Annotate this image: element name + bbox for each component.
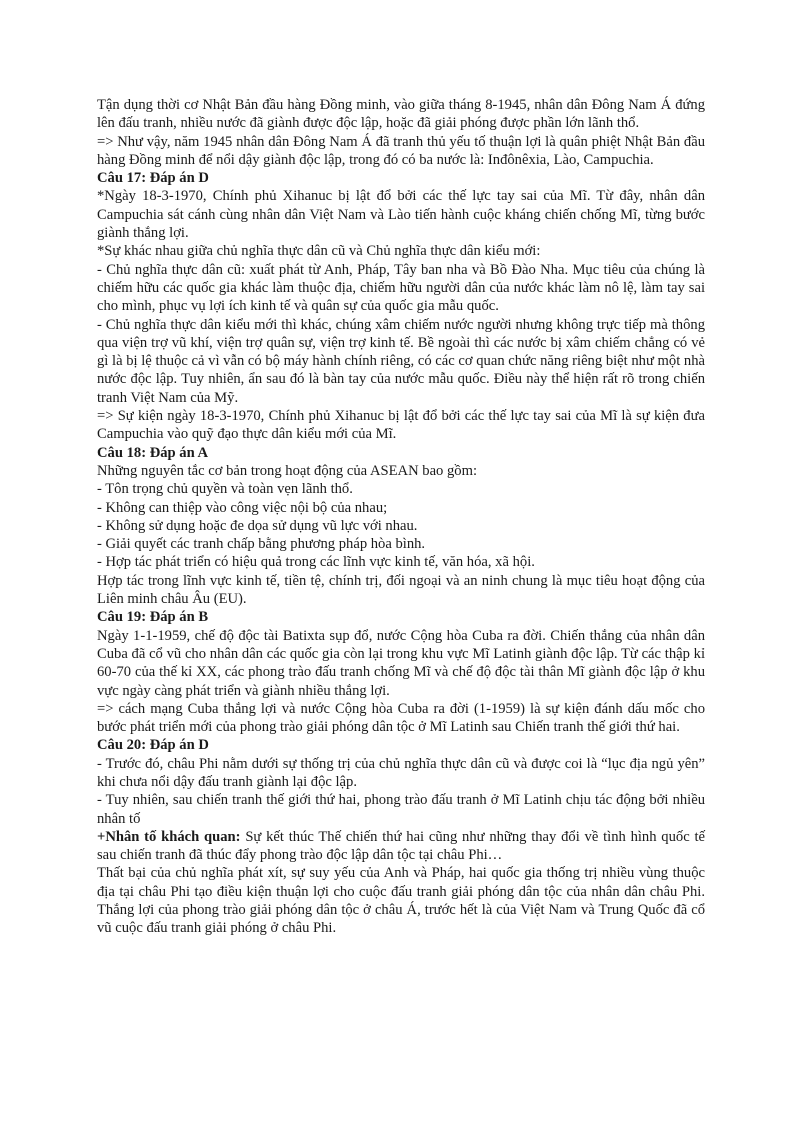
paragraph (97, 828, 705, 865)
paragraph: Những nguyên tắc cơ bản trong hoạt động của ASEAN bao gồm: (97, 462, 477, 479)
paragraph: - Tuy nhiên, sau chiến tranh thế giới thứ hai, phong trào đấu tranh ở Mĩ Latinh chịu tác động bởi nhiều nhân tố (97, 792, 705, 827)
list-item: - Không sử dụng hoặc đe dọa sử dụng vũ lực với nhau. (97, 517, 418, 534)
question-18-heading: Câu 18: Đáp án A (97, 444, 209, 461)
paragraph: - Trước đó, châu Phi nằm dưới sự thống trị của chủ nghĩa thực dân cũ và được coi là “lục địa ngủ yên” khi chưa nổi dậy đấu tranh giành lại độc lập. (97, 755, 705, 790)
question-19-heading: Câu 19: Đáp án B (97, 609, 209, 626)
paragraph: *Sự khác nhau giữa chủ nghĩa thực dân cũ và Chủ nghĩa thực dân kiểu mới: (97, 243, 541, 260)
paragraph: => Sự kiện ngày 18-3-1970, Chính phủ Xihanuc bị lật đổ bởi các thế lực tay sai của Mĩ là sự kiện đưa Campuchia vào quỹ đạo thực dân kiểu mới của Mĩ. (97, 408, 705, 443)
paragraph: Ngày 1-1-1959, chế độ độc tài Batixta sụp đổ, nước Cộng hòa Cuba ra đời. Chiến thắng của nhân dân Cuba đã cổ vũ cho nhân dân các quốc gia còn lại trong khu vực Mĩ Latinh giành độc lập. Từ các thập kỉ 60-70 của thế kỉ XX, các phong trào đấu tranh chống Mĩ và chế độ độc tài thân Mĩ giành độc lập ở khu vực ngày càng phát triển và giành nhiều thắng lợi. (97, 627, 705, 699)
paragraph: Tận dụng thời cơ Nhật Bản đầu hàng Đồng minh, vào giữa tháng 8-1945, nhân dân Đông Nam Á đứng lên đấu tranh, nhiều nước đã giành được độc lập, hoặc đã giải phóng được phần lớn lãnh thổ. (97, 97, 705, 132)
paragraph: => Như vậy, năm 1945 nhân dân Đông Nam Á đã tranh thủ yếu tố thuận lợi là quân phiệt Nhật Bản đầu hàng Đồng minh để nổi dậy giành độc lập, trong đó có ba nước là: Inđônêxia, Lào, Campuchia. (97, 133, 705, 168)
paragraph-text: Sự kết thúc Thế chiến thứ hai cũng như những thay đổi về tình hình quốc tế sau chiến tranh đã thúc đẩy phong trào độc lập dân tộc tại châu Phi… (97, 828, 705, 864)
list-item: - Giải quyết các tranh chấp bằng phương pháp hòa bình. (97, 536, 426, 553)
bold-label: +Nhân tố khách quan: (97, 828, 241, 845)
paragraph: - Chủ nghĩa thực dân cũ: xuất phát từ Anh, Pháp, Tây ban nha và Bồ Đào Nha. Mục tiêu của chúng là chiếm hữu các quốc gia khác làm thuộc địa, chiếm hữu người dân của nước khác làm nô lệ, làm tay sai cho mình, phục vụ lợi ích kinh tế và quân sự của quốc gia mẫu quốc. (97, 261, 705, 315)
document-body (97, 96, 705, 938)
question-17-heading: Câu 17: Đáp án D (97, 170, 209, 187)
list-item: - Không can thiệp vào công việc nội bộ của nhau; (97, 499, 388, 516)
paragraph: => cách mạng Cuba thắng lợi và nước Cộng hòa Cuba ra đời (1-1959) là sự kiện đánh dấu mốc cho bước phát triển mới của phong trào giải phóng dân tộc ở Mĩ Latinh sau Chiến tranh thế giới thứ hai. (97, 700, 705, 736)
paragraph: - Chủ nghĩa thực dân kiểu mới thì khác, chúng xâm chiếm nước người nhưng không trực tiếp mà thông qua viện trợ vũ khí, viện trợ quân sự, viện trợ kinh tế. Bề ngoài thì các nước bị xâm chiếm chẳng có vẻ gì là bị lệ thuộc cả vì vẫn có bộ máy hành chính riêng, có các cơ quan chức năng riêng biệt như một nhà nước độc lập. Tuy nhiên, ẩn sau đó là bàn tay của nước mẫu quốc. Điều này thể hiện rất rõ trong chiến tranh Việt Nam của Mỹ. (97, 316, 705, 406)
paragraph: *Ngày 18-3-1970, Chính phủ Xihanuc bị lật đổ bởi các thế lực tay sai của Mĩ. Từ đây, nhân dân Campuchia sát cánh cùng nhân dân Việt Nam và Lào tiến hành cuộc kháng chiến chống Mĩ, từng bước giành thắng lợi. (97, 188, 705, 242)
list-item: - Tôn trọng chủ quyền và toàn vẹn lãnh thổ. (97, 481, 353, 498)
list-item: - Hợp tác phát triển có hiệu quả trong các lĩnh vực kinh tế, văn hóa, xã hội. (97, 554, 535, 571)
paragraph: Hợp tác trong lĩnh vực kinh tế, tiền tệ, chính trị, đối ngoại và an ninh chung là mục tiêu hoạt động của Liên minh châu Âu (EU). (97, 572, 705, 608)
question-20-heading: Câu 20: Đáp án D (97, 737, 209, 754)
paragraph: Thất bại của chủ nghĩa phát xít, sự suy yếu của Anh và Pháp, hai quốc gia thống trị nhiều vùng thuộc địa tại châu Phi tạo điều kiện thuận lợi cho cuộc đấu tranh giải phóng dân tộc của nhân dân châu Phi. Thắng lợi của phong trào giải phóng dân tộc ở châu Á, trước hết là của Việt Nam và Trung Quốc đã cổ vũ cuộc đấu tranh giải phóng ở châu Phi. (97, 865, 705, 937)
